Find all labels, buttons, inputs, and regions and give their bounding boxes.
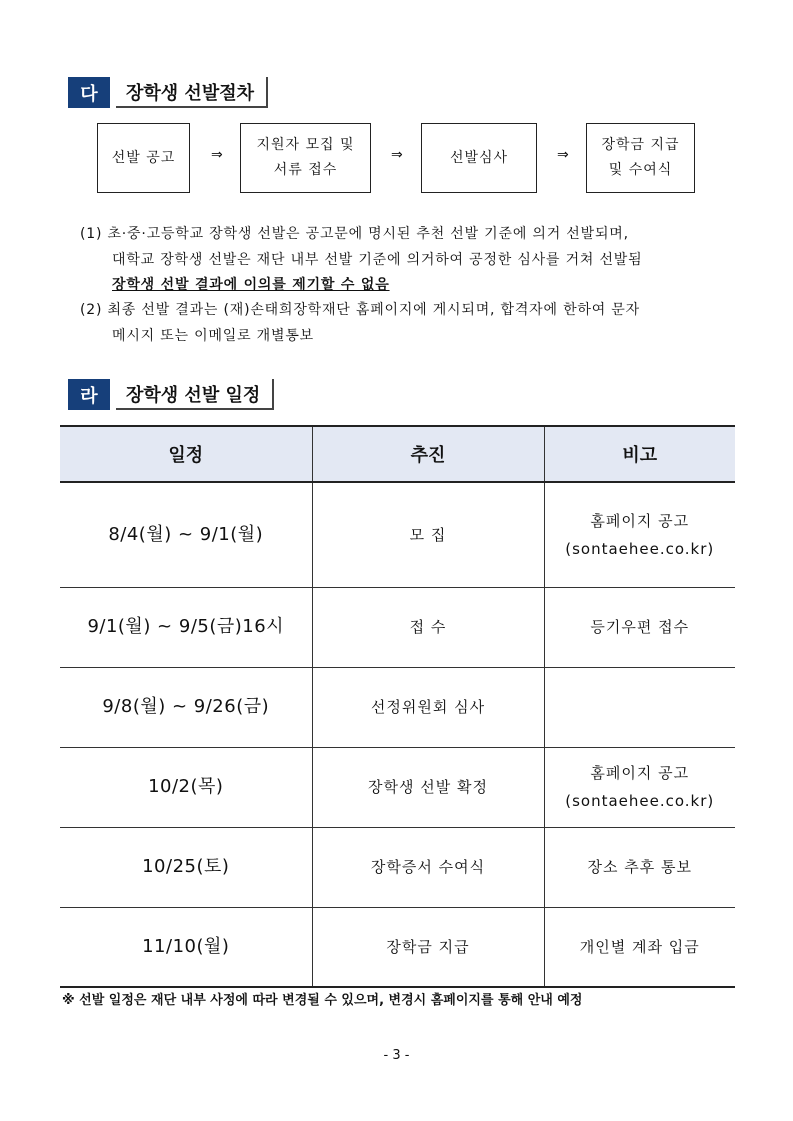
- process-arrow: ⇒: [557, 147, 569, 163]
- process-step-award: [586, 123, 695, 193]
- cell-task: 장학생 선발 확정: [312, 747, 544, 827]
- table-row: [60, 482, 735, 587]
- process-arrow: ⇒: [391, 147, 403, 163]
- section-header-process: [68, 77, 268, 108]
- cell-note: [544, 827, 735, 907]
- section-header-schedule: [68, 379, 274, 410]
- cell-date: 10/2(목): [60, 747, 312, 827]
- cell-note: [544, 907, 735, 987]
- section-badge: 다: [68, 77, 110, 108]
- process-step-application: [240, 123, 371, 193]
- cell-note: [544, 587, 735, 667]
- note-1-line-2: 대학교 장학생 선발은 재단 내부 선발 기준에 의거하여 공정한 심사를 거쳐 선발됨: [112, 252, 643, 268]
- cell-date: 9/1(월) ~ 9/5(금)16시: [60, 587, 312, 667]
- note-text: 홈페이지 공고: [590, 511, 690, 530]
- cell-task: 모 집: [312, 482, 544, 587]
- note-text: 홈페이지 공고: [590, 764, 690, 782]
- note-2-line-2: 메시지 또는 이메일로 개별통보: [112, 328, 314, 344]
- cell-task: 장학금 지급: [312, 907, 544, 987]
- note-2-line-1: (2) 최종 선발 결과는 (재)손태희장학재단 홈페이지에 게시되며, 합격자에 한하여 문자: [80, 302, 640, 318]
- process-step-label: 서류 접수: [273, 162, 338, 178]
- cell-date: 9/8(월) ~ 9/26(금): [60, 667, 312, 747]
- note-1-emphasis: 장학생 선발 결과에 이의를 제기할 수 없음: [112, 277, 390, 293]
- column-header-date: 일정: [60, 426, 312, 482]
- table-row: [60, 907, 735, 987]
- note-text: 장소 추후 통보: [587, 858, 692, 876]
- column-header-note: 비고: [544, 426, 735, 482]
- section-title: 장학생 선발 일정: [116, 379, 274, 410]
- cell-date: 8/4(월) ~ 9/1(월): [60, 482, 312, 587]
- table-row: [60, 747, 735, 827]
- cell-note: [544, 667, 735, 747]
- process-step-label: 선발 공고: [111, 149, 176, 166]
- cell-date: 11/10(월): [60, 907, 312, 987]
- page-number: - 3 -: [383, 1048, 410, 1063]
- cell-task: 접 수: [312, 587, 544, 667]
- cell-task: 장학증서 수여식: [312, 827, 544, 907]
- process-step-label: 및 수여식: [608, 162, 673, 178]
- schedule-table: [60, 425, 735, 988]
- cell-task: 선정위원회 심사: [312, 667, 544, 747]
- process-step-review: [421, 123, 537, 193]
- schedule-footnote: ※ 선발 일정은 재단 내부 사정에 따라 변경될 수 있으며, 변경시 홈페이지를 통해 안내 예정: [62, 993, 583, 1008]
- note-text: 등기우편 접수: [590, 618, 690, 636]
- note-1-line-1: (1) 초·중·고등학교 장학생 선발은 공고문에 명시된 추천 선발 기준에 의거 선발되며,: [80, 226, 629, 242]
- section-title: 장학생 선발절차: [116, 77, 268, 108]
- table-row: [60, 587, 735, 667]
- process-step-label: 선발심사: [449, 149, 509, 166]
- column-header-task: 추진: [312, 426, 544, 482]
- note-url: (sontaehee.co.kr): [565, 539, 715, 558]
- note-url: (sontaehee.co.kr): [565, 792, 715, 810]
- process-arrow: ⇒: [211, 147, 223, 163]
- table-row: [60, 827, 735, 907]
- process-step-label: 장학금 지급: [601, 137, 680, 153]
- section-badge: 라: [68, 379, 110, 410]
- process-step-announcement: [97, 123, 190, 193]
- process-step-label: 지원자 모집 및: [256, 137, 355, 153]
- cell-note: [544, 747, 735, 827]
- table-row: [60, 667, 735, 747]
- cell-date: 10/25(토): [60, 827, 312, 907]
- table-header-row: [60, 426, 735, 482]
- note-text: 개인별 계좌 입금: [579, 937, 700, 956]
- cell-note: [544, 482, 735, 587]
